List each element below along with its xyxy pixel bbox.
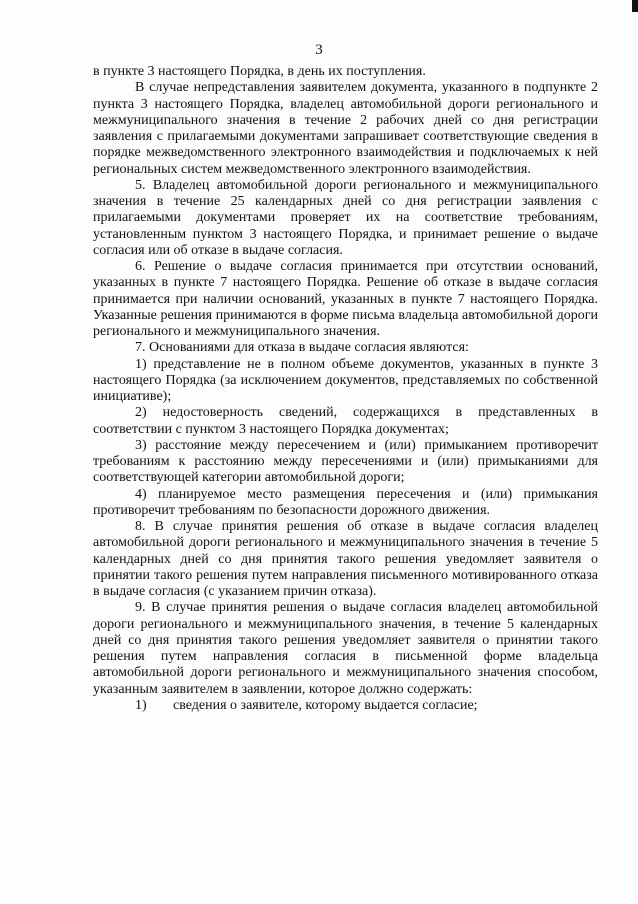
item-text: сведения о заявителе, которому выдается согласие; — [173, 697, 478, 713]
page-number: 3 — [315, 42, 323, 58]
refusal-ground-2: 2) недостоверность сведений, содержащихся в представленных в соответствии с пунктом 3 настоящего Порядка документах; — [93, 405, 598, 437]
paragraph-5: 5. Владелец автомобильной дороги регионального и межмуниципального значения в течение 25 календарных дней со дня регистрации заявления с прилагаемыми документами проверяет их на соответствие требованиям, установленным пунктом 3 настоящего Порядка, и принимает решение о выдаче согласия или об отказе в выдаче согласия. — [93, 177, 598, 258]
refusal-ground-3: 3) расстояние между пересечением и (или) примыканием противоречит требованиям к расстоянию между пересечениями и (или) примыканиями для соответствующей категории автомобильной дороги; — [93, 437, 598, 486]
refusal-ground-4: 4) планируемое место размещения пересечения и (или) примыкания противоречит требованиям по безопасности дорожного движения. — [93, 486, 598, 518]
item-number: 1) — [135, 697, 147, 713]
consent-content-item-1 — [93, 698, 598, 714]
paragraph-missing-document: В случае непредставления заявителем документа, указанного в подпункте 2 пункта 3 настоящего Порядка, владелец автомобильной дороги регионального и межмуниципального значения в течение 2 рабочих дней со дня регистрации заявления с прилагаемыми документами запрашивает соответствующие сведения в порядке межведомственного электронного взаимодействия и подключаемых к ней региональных систем межведомственного электронного взаимодействия. — [93, 80, 598, 177]
scan-corner-mark — [632, 0, 638, 12]
paragraph-6: 6. Решение о выдаче согласия принимается при отсутствии оснований, указанных в пункте 7 настоящего Порядка. Решение об отказе в выдаче согласия принимается при наличии оснований, указанных в пункте 7 настоящего Порядка. Указанные решения принимаются в форме письма владельца автомобильной дороги регионального и межмуниципального значения. — [93, 259, 598, 339]
paragraph-8: 8. В случае принятия решения об отказе в выдаче согласия владелец автомобильной дороги регионального и межмуниципального значения в течение 5 календарных дней со дня принятия такого решения уведомляет заявителя о принятии такого решения путем направления письменного мотивированного отказа в выдаче согласия (с указанием причин отказа). — [93, 519, 598, 599]
document-body — [93, 64, 598, 714]
paragraph-9: 9. В случае принятия решения о выдаче согласия владелец автомобильной дороги регионального и межмуниципального значения, в течение 5 календарных дней со дня принятия такого решения уведомляет заявителя о принятии такого решения путем направления согласия в письменной форме владельца автомобильной дороги регионального и межмуниципального значения способом, указанным заявителем в заявлении, которое должно содержать: — [93, 600, 598, 697]
refusal-ground-1: 1) представление не в полном объеме документов, указанных в пункте 3 настоящего Порядка (за исключением документов, представляемых по собственной инициативе); — [93, 356, 598, 404]
paragraph-continuation: в пункте 3 настоящего Порядка, в день их поступления. — [93, 64, 426, 79]
paragraph-7: 7. Основаниями для отказа в выдаче согласия являются: — [135, 340, 469, 356]
